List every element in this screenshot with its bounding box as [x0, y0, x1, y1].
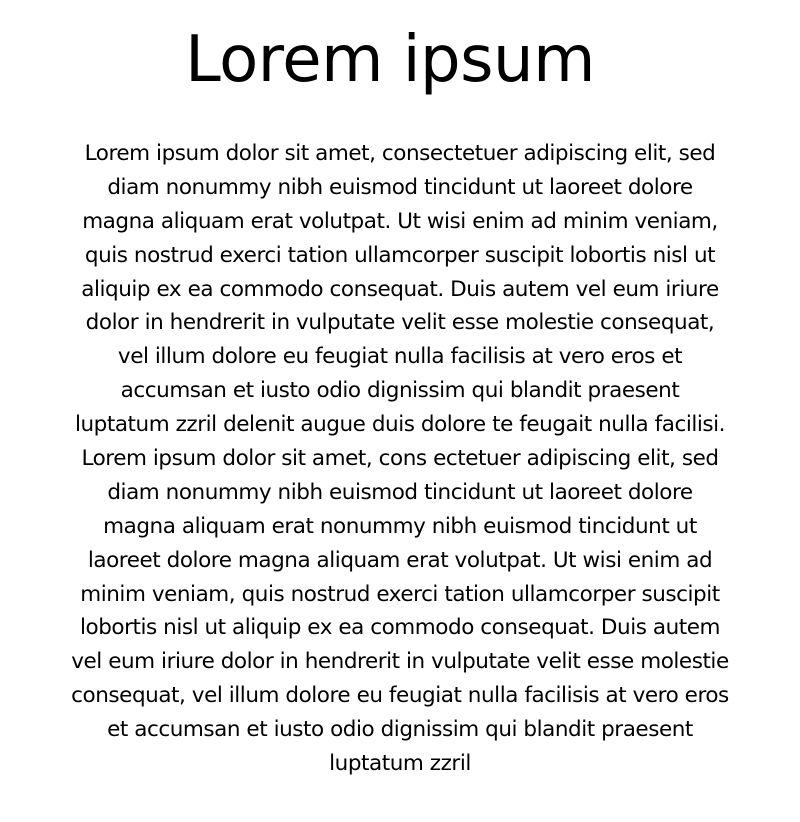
text-line: vel illum dolore eu feugiat nulla facilisis at vero eros et [117, 344, 683, 370]
text-line: quis nostrud exerci tation ullamcorper suscipit lobortis nisl ut [84, 242, 716, 268]
text-line: aliquip ex ea commodo consequat. Duis autem vel eum iriure [81, 276, 719, 302]
text-line: luptatum zzril [329, 751, 471, 777]
text-line: diam nonummy nibh euismod tincidunt ut laoreet dolore [107, 174, 693, 200]
text-line: minim veniam, quis nostrud exerci tation ullamcorper suscipit [80, 581, 720, 607]
text-line: diam nonummy nibh euismod tincidunt ut laoreet dolore [107, 479, 693, 505]
page-title: Lorem ipsum [185, 23, 595, 97]
text-line: lobortis nisl ut aliquip ex ea commodo consequat. Duis autem [79, 615, 721, 641]
text-line: luptatum zzril delenit augue duis dolore te feugait nulla facilisi. [74, 412, 726, 438]
text-line: accumsan et iusto odio dignissim qui blandit praesent [120, 378, 680, 404]
text-line: magna aliquam erat nonummy nibh euismod tincidunt ut [103, 513, 697, 539]
text-line: et accumsan et iusto odio dignissim qui blandit praesent [107, 717, 693, 743]
text-line: magna aliquam erat volutpat. Ut wisi enim ad minim veniam, [82, 208, 718, 234]
text-line: Lorem ipsum dolor sit amet, consectetuer adipiscing elit, sed [84, 141, 716, 166]
text-line: vel eum iriure dolor in hendrerit in vulputate velit esse molestie [71, 649, 729, 675]
text-line: laoreet dolore magna aliquam erat volutpat. Ut wisi enim ad [87, 547, 713, 573]
body-text [20, 137, 780, 781]
text-line: consequat, vel illum dolore eu feugiat nulla facilisis at vero eros [71, 683, 729, 709]
text-line: Lorem ipsum dolor sit amet, cons ectetuer adipiscing elit, sed [81, 446, 719, 472]
text-line: dolor in hendrerit in vulputate velit esse molestie consequat, [85, 310, 715, 336]
